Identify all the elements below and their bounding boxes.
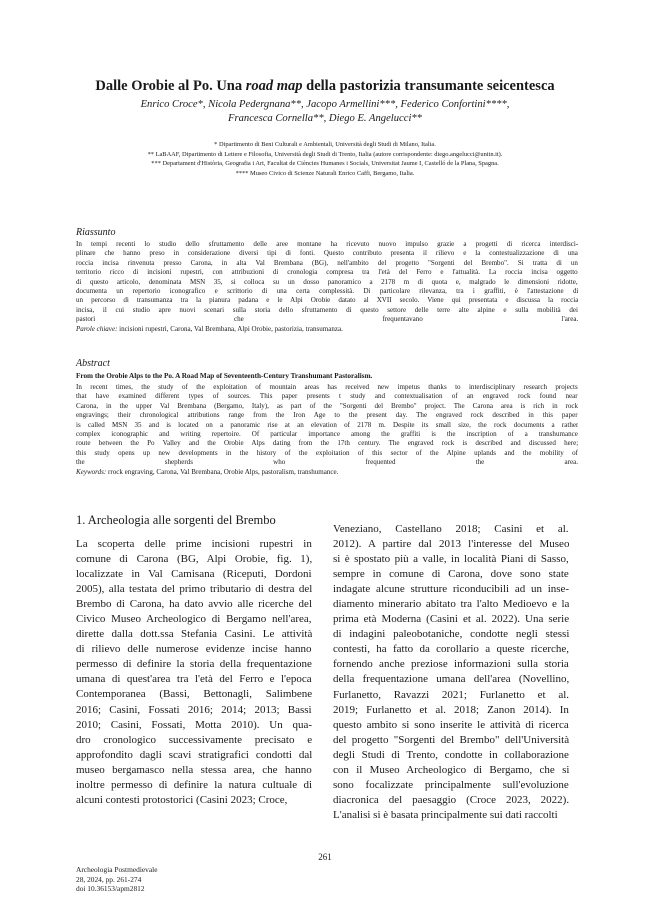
- body-line: dirette dalla dott.ssa Stefania Casini. Le attività: [76, 628, 312, 641]
- riassunto-line: plinare che hanno preso in considerazione diversi tipi di fonti. Questo contributo presenta il rilievo e la contestualizzazione di una: [76, 249, 578, 258]
- abstract-line: that have examined different types of sources. This paper presents t study and contextualisation of an engraved rock found near: [76, 392, 578, 401]
- journal-issue: 28, 2024, pp. 261-274: [76, 874, 142, 884]
- journal-name: Archeologia Postmedievale: [76, 865, 158, 874]
- body-line: Furlanetto, Ravazzi 2021; Furlanetto et al.: [333, 688, 569, 701]
- body-line: permesso di definire la storia della frequentazione: [76, 658, 312, 671]
- body-line: approfondito dagli scavi stratigrafici condotti dal: [76, 748, 312, 761]
- body-line: fornendo anche preziose informazioni sulla storia: [333, 658, 569, 671]
- body-line: sono focalizzate principalmente sull'evoluzione: [333, 778, 569, 791]
- body-line: contesti, ha fatto da corollario a queste ricerche,: [333, 643, 569, 656]
- abstract-line: engravings; their chronological attributions range from the Iron Age to the present day. The engraved rock described in this paper: [76, 411, 578, 420]
- body-line: sempre in comune di Carona, dove sono state: [333, 568, 569, 581]
- riassunto-line: pastori che frequentavano l'area.: [76, 315, 578, 324]
- body-line: 2019; Furlanetto et al. 2018; Zanon 2014). In: [333, 703, 569, 716]
- abstract-line: route between the Po Valley and the Orobie Alps dating from the 17th century. The engraved rock is described and discussed here;: [76, 439, 578, 448]
- body-line: indagate alcune strutture riconducibili ad un inse-: [333, 583, 569, 596]
- riassunto-line: territorio ricco di incisioni rupestri, con attribuzioni di cronologia compresa tra l'età del Ferro e l'attualità. La roccia incisa oggetto: [76, 268, 578, 277]
- keywords-label: Keywords:: [76, 467, 107, 476]
- abstract-line: is called MSN 35 and is located on a panoramic rise at an elevation of 2178 m. Despite its small size, the rock documents a rather: [76, 420, 578, 429]
- body-line: comune di Carona (BG, Alpi Orobie, fig. 1),: [76, 553, 312, 566]
- keywords-label: Parole chiave:: [76, 324, 118, 333]
- riassunto-line: di questo articolo, denominata MSN 35, si colloca su un dosso panoramico a 2178 m di quota e, malgrado le dimensioni ridotte,: [76, 277, 578, 286]
- affiliation: * Dipartimento di Beni Culturali e Ambientali, Università degli Studi di Milano, Italia.: [214, 141, 436, 148]
- abstract-body: [76, 383, 578, 477]
- journal-doi: doi 10.36153/apm2812: [76, 884, 145, 893]
- affiliation: ** LaBAAF, Dipartimento di Lettere e Filosofia, Università degli Studi di Trento, Italia (autore corrispondente: diego.angelucci@unitn.it).: [147, 150, 503, 158]
- body-line: alcuni contesti protostorici (Casini 2023; Croce,: [76, 793, 288, 806]
- section-heading: 1. Archeologia alle sorgenti del Brembo: [76, 513, 276, 527]
- riassunto-line: documenta un repertorio iconografico e scrittorio di una certa complessità. Di particolare rilevanza, tra i graffiti, è l'attestazione di: [76, 287, 578, 296]
- body-line: Veneziano, Castellano 2018; Casini et al.: [333, 523, 569, 535]
- keywords-text: incisioni rupestri, Carona, Val Brembana, Alpi Orobie, pastorizia, transumanza.: [117, 324, 343, 333]
- abstract-keywords: [76, 468, 578, 477]
- body-line: Contemporanea (Bassi, Bettonagli, Salimbene: [76, 688, 312, 701]
- affiliation: *** Departament d'Història, Geografia i Art, Facultat de Ciències Humanes i Socials, Universitat Jaume I, Castelló de la Plana, Spagna.: [151, 160, 499, 168]
- title-italic: road map: [245, 78, 303, 94]
- riassunto-line: un percorso di transumanza tra la pianura padana e le Alpi Orobie datato al XVII secolo. Viene qui presentata e discussa la roccia: [76, 296, 578, 305]
- riassunto-body: [76, 240, 578, 334]
- body-line: umana di quest'area tra l'età del Ferro e l'epoca: [76, 673, 312, 686]
- body-line: di rilievo delle numerose evidenze incise hanno: [76, 643, 312, 656]
- body-line: inoltre permesso di definire la natura cultuale di: [76, 778, 312, 791]
- abstract-line: In recent times, the study of the exploitation of mountain areas has received new impetus thanks to interdisciplinary research projects: [76, 383, 578, 391]
- body-line: diamento minerario abitato tra l'alto Medioevo e la: [333, 598, 569, 611]
- authors-line: Francesca Cornella**, Diego E. Angelucci**: [228, 113, 422, 124]
- body-line: 2005), alla testata del primo tributario di destra del: [76, 583, 312, 596]
- affiliation: **** Museo Civico di Scienze Naturali Enrico Caffi, Bergamo, Italia.: [235, 169, 415, 177]
- body-line: prima età Moderna (Casini et al. 2022). Una serie: [333, 613, 569, 626]
- paper-title: [40, 78, 610, 95]
- body-line: Civico Museo Archeologico di Bergamo nell'area,: [76, 613, 312, 626]
- abstract-line: complex iconographic and writing repertoire. Of particular importance among the graffiti is the inscription of a transhumance: [76, 430, 578, 439]
- authors-line: Enrico Croce*, Nicola Pedergnana**, Jacopo Armellini***, Federico Confortini****,: [140, 99, 510, 110]
- body-line: degli Studi di Trento, condotte in collaborazione: [333, 748, 569, 761]
- body-line: del progetto "Sorgenti del Brembo" dell'Università: [333, 733, 569, 746]
- riassunto-line: incisa, il cui studio apre nuovi scenari sulla storia dello sfruttamento di questo settore delle terre alte alpine e sulla mobilità dei: [76, 305, 578, 314]
- body-line: museo bergamasco nella stessa area, che hanno: [76, 763, 312, 776]
- body-line: 2010; Casini, Fossati, Motta 2010). Un qua-: [76, 718, 312, 731]
- abstract-line: the shepherds who frequented the area.: [76, 458, 578, 467]
- body-line: dro cronologico successivamente precisato e: [76, 733, 312, 746]
- body-line: con il Museo Archeologico di Bergamo, che si: [333, 763, 569, 776]
- page-number: 261: [318, 852, 332, 862]
- abstract-title: From the Orobie Alps to the Po. A Road Map of Seventeenth-Century Transhumant Pastoralism.: [76, 372, 373, 380]
- authors: [40, 98, 610, 126]
- riassunto-line: In tempi recenti lo studio dello sfruttamento delle aree montane ha ricevuto nuovo impulso grazie a progetti di ricerca interdisci-: [76, 240, 578, 248]
- body-line: 2016; Casini, Fossati 2016; 2014; 2013; Bassi: [76, 703, 312, 716]
- abstract-heading: Abstract: [76, 358, 110, 369]
- body-line: di indagini paleobotaniche, condotte negli stessi: [333, 628, 569, 641]
- title-before: Dalle Orobie al Po. Una: [95, 78, 246, 94]
- body-line: si è spostato più a valle, in località Piani di Sasso,: [333, 553, 569, 566]
- riassunto-heading: Riassunto: [76, 227, 116, 238]
- riassunto-keywords: [76, 325, 578, 334]
- right-column: [333, 522, 569, 823]
- body-line: diacronica del paesaggio (Croce 2023, 2022).: [333, 793, 569, 806]
- abstract-line: Carona, in the upper Val Brembana (Bergamo, Italy), as part of the "Sorgenti del Brembo" project. The Carona area is rich in rock: [76, 401, 578, 410]
- body-line: La scoperta delle prime incisioni rupestri in: [76, 538, 312, 550]
- riassunto-line: roccia incisa rinvenuta presso Carona, in alta Val Brembana (BG), nell'ambito del progetto "Sorgenti del Brembo". Si tratta di un: [76, 258, 578, 267]
- abstract-line: this study opens up new developments in the history of the exploitation of this sector of the Alpine uplands and the mobility of: [76, 448, 578, 457]
- body-line: della frequentazione umana dell'area (Novellino,: [333, 673, 569, 686]
- body-line: L'analisi si è basata principalmente sui dati raccolti: [333, 808, 558, 821]
- body-line: localizzate in Val Camisana (Riceputi, Dordoni: [76, 568, 312, 581]
- keywords-text: rrock engraving, Carona, Val Brembana, Orobie Alps, pastoralism, transhumance.: [106, 467, 339, 476]
- affiliations: [40, 140, 610, 178]
- journal-info: [76, 865, 157, 894]
- body-line: Brembo di Carona, ha dato avvio alle ricerche del: [76, 598, 312, 611]
- title-after: della pastorizia transumante seicentesca: [302, 78, 555, 94]
- left-column: [76, 537, 312, 808]
- body-line: questo ambito si sono inserite le attività di ricerca: [333, 718, 569, 731]
- body-line: 2012). A partire dal 2013 l'interesse del Museo: [333, 538, 569, 551]
